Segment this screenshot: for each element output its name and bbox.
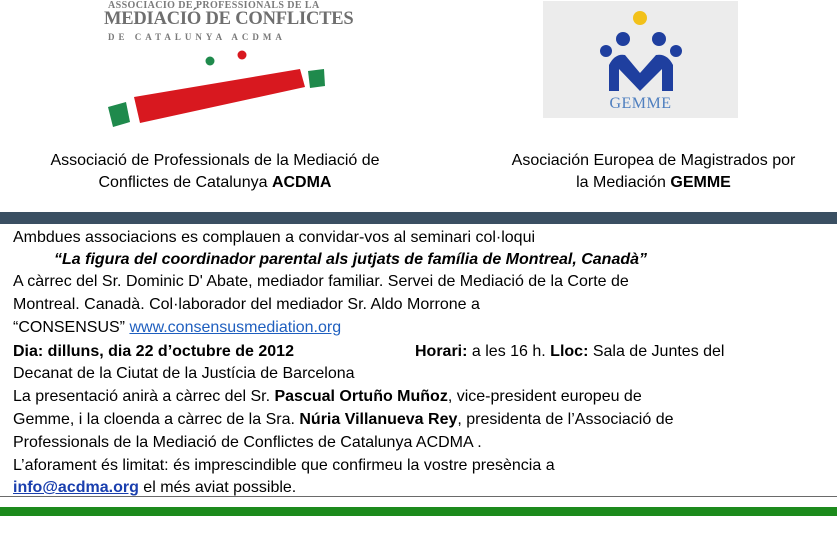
top-divider-bar xyxy=(0,212,837,224)
acdma-logo-line1: ASSOCIACIO DE PROFESSIONALS DE LA xyxy=(108,0,320,11)
acdma-caption-bold: ACDMA xyxy=(271,174,332,191)
logo-red-dot xyxy=(238,51,247,60)
seminar-title: “La figura del coordinador parental als jutjats de família de Montreal, Canadà” xyxy=(54,251,648,268)
closing-line2: Professionals de la Mediació de Conflictes de Catalunya ACDMA . xyxy=(13,434,482,451)
intro-line: Ambdues associacions es complauen a convidar-vos al seminari col·loqui xyxy=(13,229,536,246)
gemme-logo-graphic xyxy=(543,1,738,96)
logo-red-stroke xyxy=(134,69,305,123)
gemme-caption-line2 xyxy=(470,172,837,194)
bottom-thin-line xyxy=(0,496,837,497)
consensus-label: “CONSENSUS” xyxy=(13,319,130,336)
closing-name: Núria Villanueva Rey xyxy=(299,411,458,428)
logo-green-square-right xyxy=(308,69,325,88)
acdma-caption xyxy=(0,150,430,194)
time-label: Horari: xyxy=(415,343,468,360)
time-place-line xyxy=(415,342,724,362)
website-link[interactable]: www.consensusmediation.org xyxy=(129,319,342,336)
gemme-blue-dot-far-right xyxy=(670,45,682,57)
gemme-caption xyxy=(470,150,837,194)
presentation-suffix: , vice-president europeu de xyxy=(447,388,642,405)
presenter-name: Pascual Ortuño Muñoz xyxy=(274,388,448,405)
email-suffix: el més aviat possible. xyxy=(138,479,297,496)
gemme-logo xyxy=(543,1,738,118)
place-label: Lloc: xyxy=(550,343,589,360)
acdma-caption-line2 xyxy=(0,172,430,194)
email-link[interactable]: info@acdma.org xyxy=(13,479,139,496)
closing-prefix: Gemme, i la cloenda a càrrec de la Sra. xyxy=(13,411,300,428)
logo-green-square-left xyxy=(108,102,130,127)
speaker-line3 xyxy=(13,318,341,338)
date-line xyxy=(13,342,294,362)
date-text: Dia: dilluns, dia 22 d’octubre de 2012 xyxy=(13,343,294,360)
place-value: Sala de Juntes del xyxy=(588,343,725,360)
gemme-caption-prefix: la Mediación xyxy=(576,174,671,191)
acdma-logo-graphic xyxy=(100,45,340,140)
time-value: a les 16 h. xyxy=(467,343,551,360)
place-line2: Decanat de la Ciutat de la Justícia de Barcelona xyxy=(13,365,355,382)
gemme-figure-shape xyxy=(609,55,673,91)
acdma-logo-line2: MEDIACIÓ DE CONFLICTES xyxy=(104,9,354,29)
acdma-logo xyxy=(100,0,354,140)
acdma-caption-prefix: Conflictes de Catalunya xyxy=(98,174,272,191)
gemme-blue-dot-left xyxy=(616,32,630,46)
bottom-divider-bar xyxy=(0,507,837,516)
limit-line: L’aforament és limitat: és imprescindible que confirmeu la vostre presència a xyxy=(13,457,555,474)
gemme-blue-dot-far-left xyxy=(600,45,612,57)
gemme-yellow-dot xyxy=(633,11,647,25)
gemme-caption-line1: Asociación Europea de Magistrados por xyxy=(511,152,796,169)
speaker-line1: A càrrec del Sr. Dominic D' Abate, mediador familiar. Servei de Mediació de la Corte de xyxy=(13,273,629,290)
gemme-caption-bold: GEMME xyxy=(670,174,731,191)
email-line xyxy=(13,478,296,498)
logo-green-dot xyxy=(206,57,215,66)
closing-line xyxy=(13,410,673,430)
gemme-logo-text: GEMME xyxy=(609,95,672,112)
closing-suffix: , presidenta de l’Associació de xyxy=(457,411,674,428)
presentation-prefix: La presentació anirà a càrrec del Sr. xyxy=(13,388,275,405)
presentation-line xyxy=(13,387,642,407)
speaker-line2: Montreal. Canadà. Col·laborador del mediador Sr. Aldo Morrone a xyxy=(13,296,480,313)
acdma-logo-line3: DE CATALUNYA ACDMA xyxy=(108,32,286,42)
gemme-blue-dot-right xyxy=(652,32,666,46)
acdma-caption-line1: Associació de Professionals de la Mediació de xyxy=(50,152,380,169)
